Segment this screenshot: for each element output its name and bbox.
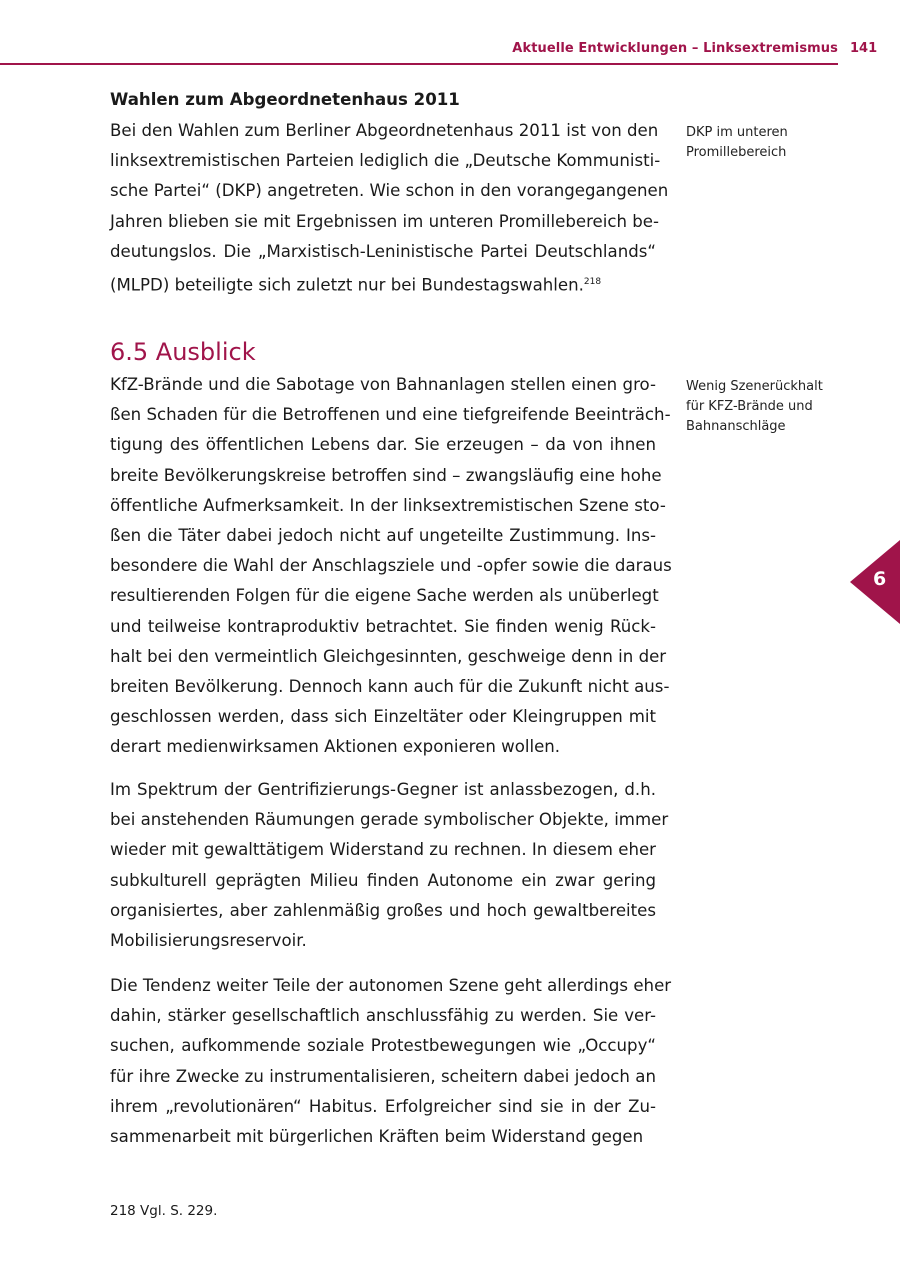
- margin-note-line: für KFZ-Brände und: [686, 399, 813, 414]
- text-line: organisiertes, aber zahlenmäßig großes und hoch gewaltbereites: [110, 900, 656, 920]
- text-line: derart medienwirksamen Aktionen exponieren wollen.: [110, 737, 561, 757]
- text-line: breiten Bevölkerung. Dennoch kann auch für die Zukunft nicht aus-: [110, 676, 670, 696]
- paragraph-ausblick-3: [110, 971, 672, 1152]
- margin-note-dkp: [686, 123, 788, 163]
- text-line: wieder mit gewalttätigem Widerstand zu rechnen. In diesem eher: [110, 840, 656, 860]
- text-line: ihrem „revolutionären“ Habitus. Erfolgreicher sind sie in der Zu-: [110, 1096, 656, 1116]
- text-line: suchen, aufkommende soziale Protestbewegungen wie „Occupy“: [110, 1036, 656, 1056]
- text-line: Bei den Wahlen zum Berliner Abgeordnetenhaus 2011 ist von den: [110, 121, 659, 140]
- margin-note-line: DKP im unteren: [686, 125, 788, 140]
- text-line: breite Bevölkerungskreise betroffen sind – zwangsläufig eine hohe: [110, 465, 662, 485]
- text-line: subkulturell geprägten Milieu finden Autonome ein zwar gering: [110, 870, 656, 890]
- text-line: Jahren blieben sie mit Ergebnissen im unteren Promillebereich be-: [110, 211, 659, 231]
- margin-note-line: Wenig Szenerückhalt: [686, 379, 823, 394]
- paragraph-ausblick-1: [110, 370, 672, 762]
- text-line: tigung des öffentlichen Lebens dar. Sie erzeugen – da von ihnen: [110, 435, 656, 455]
- text-line: öffentliche Aufmerksamkeit. In der linksextremistischen Szene sto-: [110, 495, 666, 515]
- text-line: resultierenden Folgen für die eigene Sache werden als unüberlegt: [110, 586, 659, 606]
- text-line: und teilweise kontraproduktiv betrachtet. Sie finden wenig Rück-: [110, 616, 656, 636]
- text-line: bei anstehenden Räumungen gerade symbolischer Objekte, immer: [110, 810, 669, 830]
- text-line: für ihre Zwecke zu instrumentalisieren, scheitern dabei jedoch an: [110, 1066, 656, 1086]
- text-line: geschlossen werden, dass sich Einzeltäter oder Kleingruppen mit: [110, 707, 656, 727]
- chapter-tab-number: 6: [873, 568, 887, 590]
- text-line: ßen Schaden für die Betroffenen und eine tiefgreifende Beeinträch-: [110, 405, 671, 425]
- text-line: dahin, stärker gesellschaftlich anschlussfähig zu werden. Sie ver-: [110, 1006, 656, 1026]
- margin-note-line: Bahnanschläge: [686, 419, 786, 434]
- text-line: Die Tendenz weiter Teile der autonomen Szene geht allerdings eher: [110, 976, 672, 995]
- text-line: (MLPD) beteiligte sich zuletzt nur bei Bundestagswahlen.$^{218}$: [110, 275, 602, 295]
- text-line: Mobilisierungsreservoir.: [110, 930, 307, 950]
- paragraph-ausblick-2: [110, 775, 669, 956]
- text-line: ßen die Täter dabei jedoch nicht auf ungeteilte Zustimmung. Ins-: [110, 525, 656, 545]
- text-line: sammenarbeit mit bürgerlichen Kräften beim Widerstand gegen: [110, 1126, 644, 1146]
- margin-note-szenerueckhalt: [686, 377, 823, 437]
- footnote: 218 Vgl. S. 229.: [110, 1203, 218, 1219]
- footnote-ref: 218: [583, 276, 602, 287]
- margin-note-line: Promillebereich: [686, 145, 787, 160]
- text-line: halt bei den vermeintlich Gleichgesinnten, geschweige denn in der: [110, 646, 667, 666]
- section-heading-ausblick: 6.5 Ausblick: [110, 338, 256, 366]
- text-line: KfZ-Brände und die Sabotage von Bahnanlagen stellen einen gro-: [110, 375, 656, 394]
- text-line: deutungslos. Die „Marxistisch-Leninistische Partei Deutschlands“: [110, 241, 656, 261]
- text-line: linksextremistischen Parteien lediglich die „Deutsche Kommunisti-: [110, 151, 661, 171]
- text-line: sche Partei“ (DKP) angetreten. Wie schon in den vorangegangenen: [110, 181, 669, 201]
- section-heading-wahlen: Wahlen zum Abgeordnetenhaus 2011: [110, 90, 460, 109]
- running-title: Aktuelle Entwicklungen – Linksextremismus: [512, 41, 838, 56]
- header-rule: [0, 63, 838, 65]
- page-number: 141: [850, 41, 878, 56]
- text-line: besondere die Wahl der Anschlagsziele und -opfer sowie die daraus: [110, 556, 672, 576]
- paragraph-wahlen: [110, 116, 669, 297]
- text-line: Im Spektrum der Gentrifizierungs-Gegner ist anlassbezogen, d.h.: [110, 780, 656, 799]
